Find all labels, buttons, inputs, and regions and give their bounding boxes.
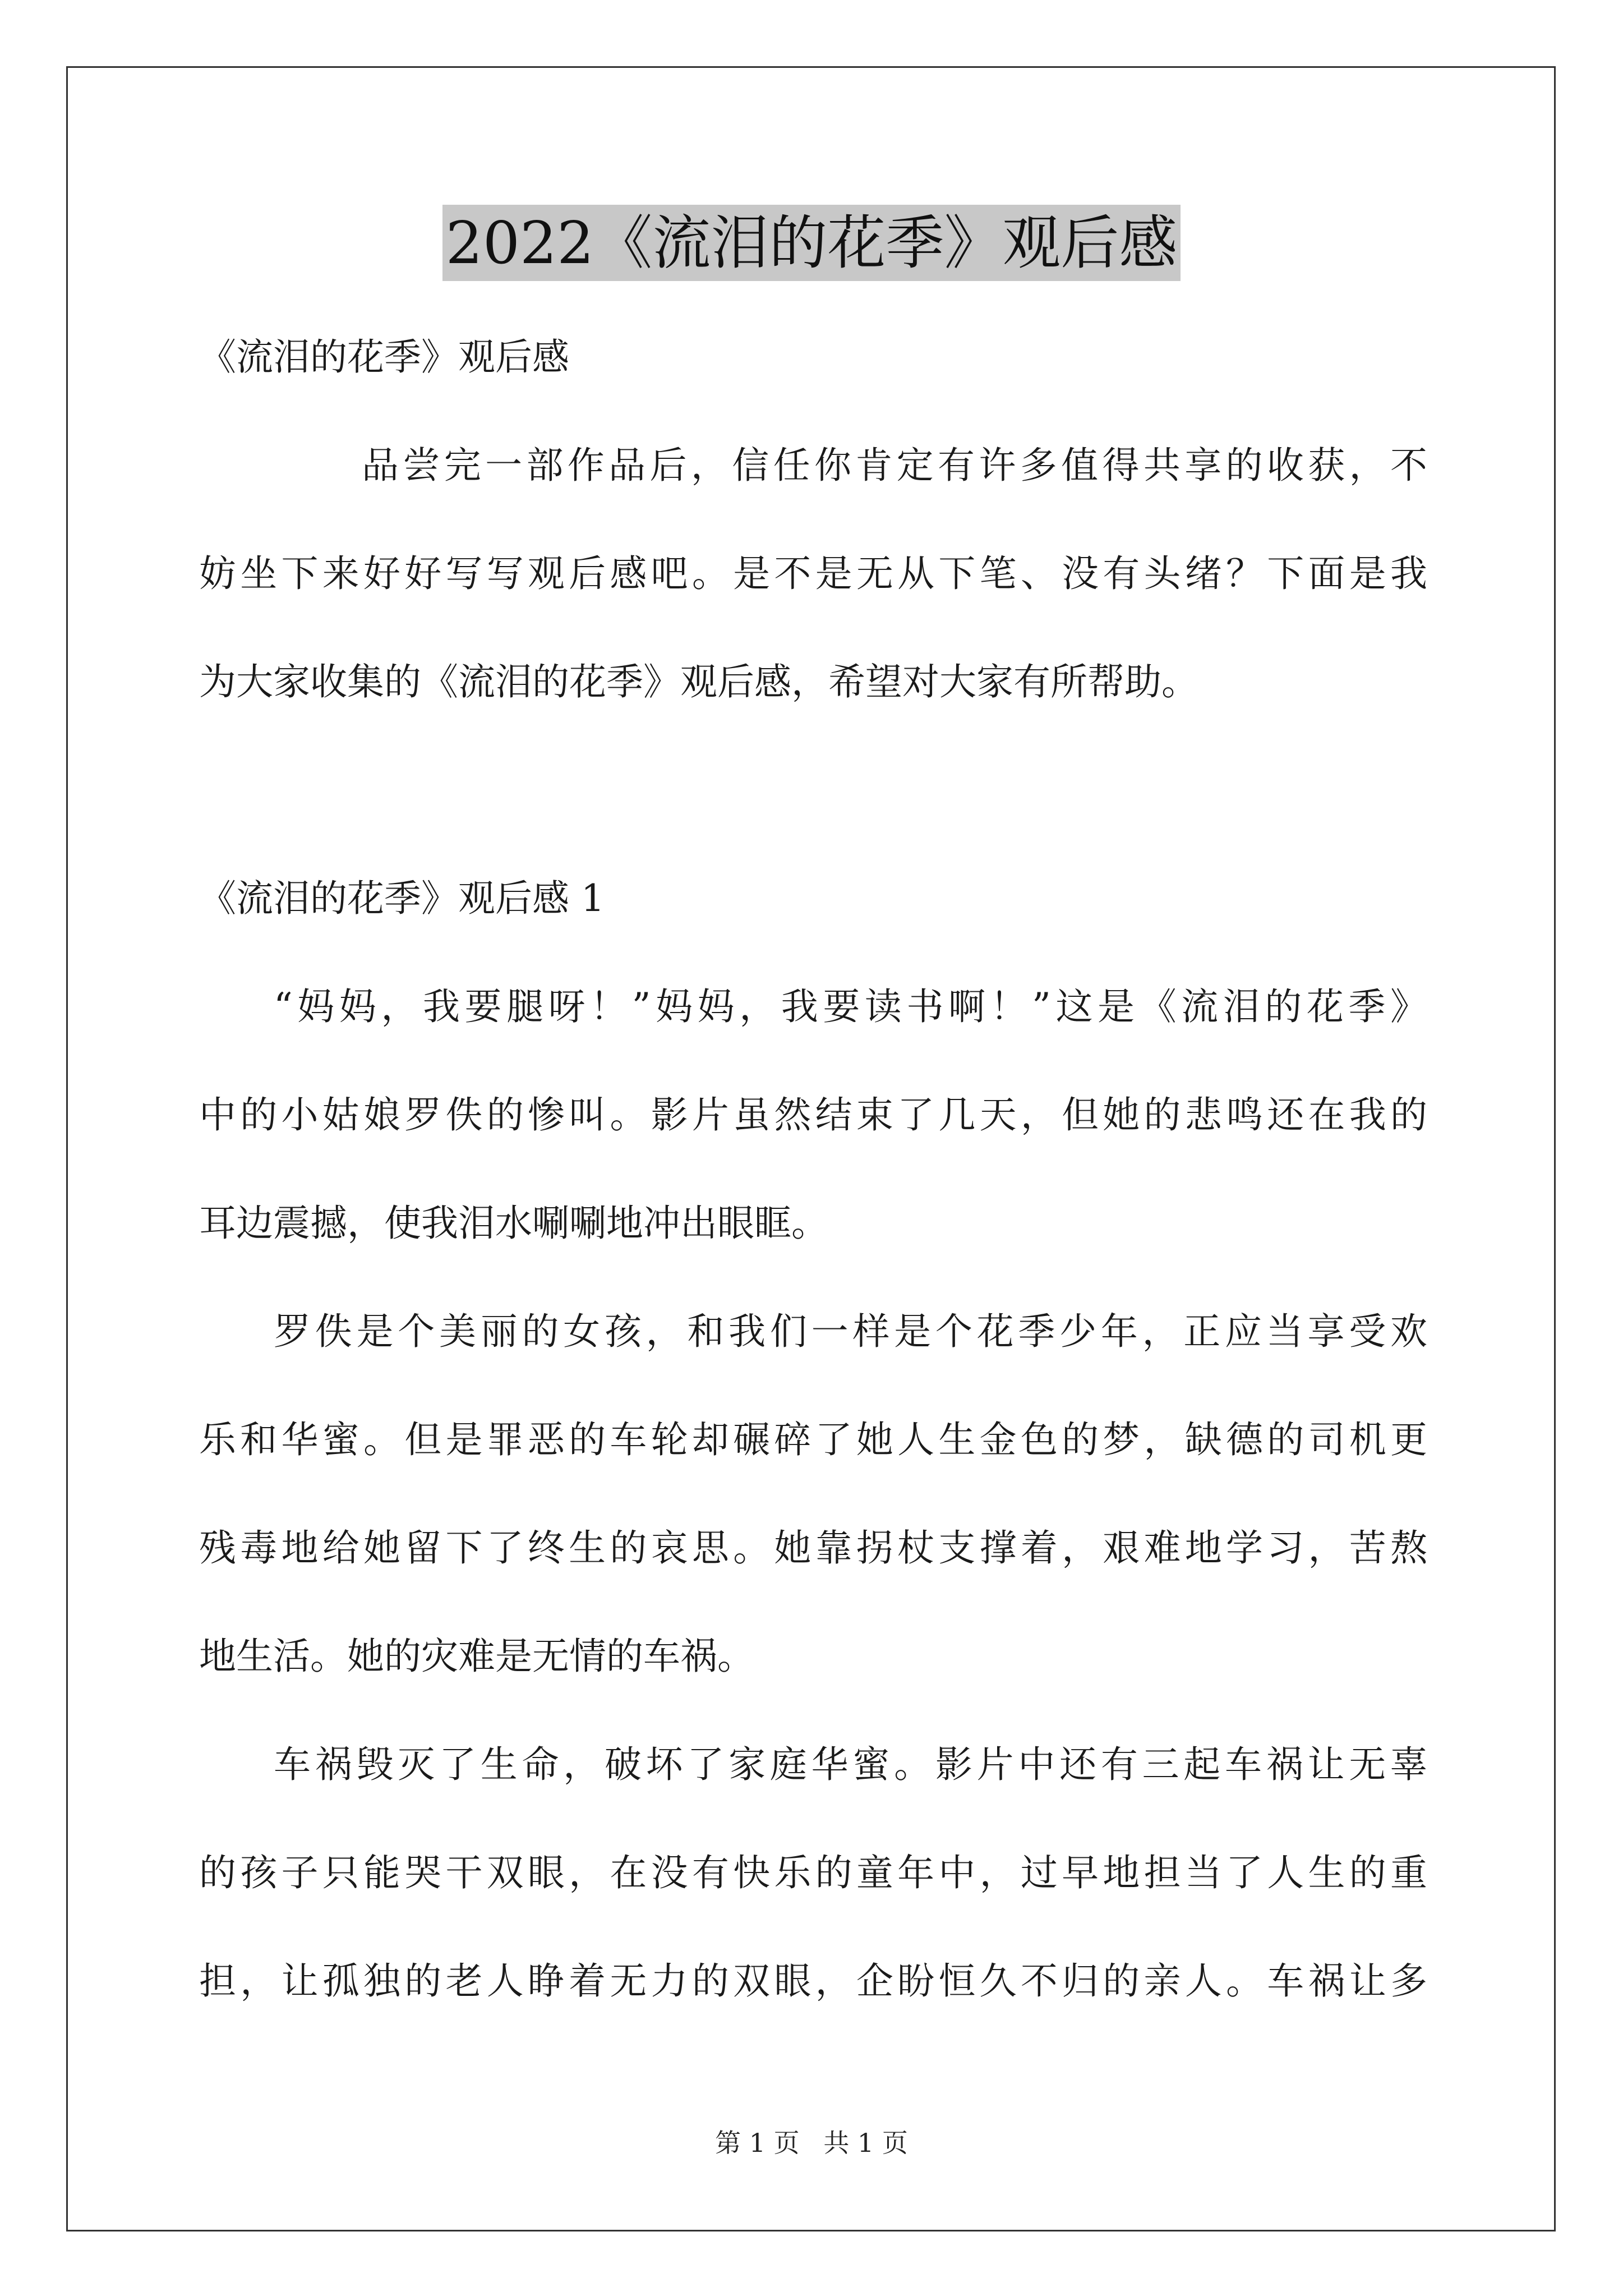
intro-line: 为大家收集的《流泪的花季》观后感，希望对大家有所帮助。 bbox=[199, 660, 1198, 703]
paragraph-line: “妈妈，我要腿呀！”妈妈，我要读书啊！”这是《流泪的花季》 bbox=[274, 985, 1427, 1028]
page-number: 第 1 页 bbox=[715, 2128, 800, 2158]
paragraph-line: 的孩子只能哭干双眼，在没有快乐的童年中，过早地担当了人生的重 bbox=[199, 1851, 1427, 1894]
intro-line: 品尝完一部作品后，信任你肯定有许多值得共享的收获，不 bbox=[362, 444, 1427, 487]
paragraph-line: 耳边震撼，使我泪水唰唰地冲出眼眶。 bbox=[199, 1202, 828, 1245]
document-body bbox=[199, 303, 1427, 2035]
paragraph-line: 地生活。她的灾难是无情的车祸。 bbox=[199, 1635, 754, 1678]
spacer bbox=[199, 736, 1427, 844]
page-footer bbox=[0, 2126, 1623, 2160]
paragraph-line: 中的小姑娘罗佚的惨叫。影片虽然结束了几天，但她的悲鸣还在我的 bbox=[199, 1093, 1427, 1137]
paragraph-line: 担，让孤独的老人睁着无力的双眼，企盼恒久不归的亲人。车祸让多 bbox=[199, 1959, 1427, 2003]
paragraph-line: 车祸毁灭了生命，破坏了家庭华蜜。影片中还有三起车祸让无辜 bbox=[274, 1743, 1427, 1786]
intro-line: 妨坐下来好好写写观后感吧。是不是无从下笔、没有头绪？下面是我 bbox=[199, 552, 1427, 595]
subtitle: 《流泪的花季》观后感 bbox=[199, 335, 569, 379]
title-container bbox=[0, 205, 1623, 281]
document-title: 2022《流泪的花季》观后感 bbox=[442, 205, 1181, 281]
paragraph-line: 残毒地给她留下了终生的哀思。她靠拐杖支撑着，艰难地学习，苦熬 bbox=[199, 1526, 1427, 1570]
paragraph-line: 罗佚是个美丽的女孩，和我们一样是个花季少年，正应当享受欢 bbox=[274, 1310, 1427, 1353]
page-total: 共 1 页 bbox=[823, 2128, 908, 2158]
section-heading: 《流泪的花季》观后感 1 bbox=[199, 877, 605, 920]
paragraph-line: 乐和华蜜。但是罪恶的车轮却碾碎了她人生金色的梦，缺德的司机更 bbox=[199, 1418, 1427, 1461]
